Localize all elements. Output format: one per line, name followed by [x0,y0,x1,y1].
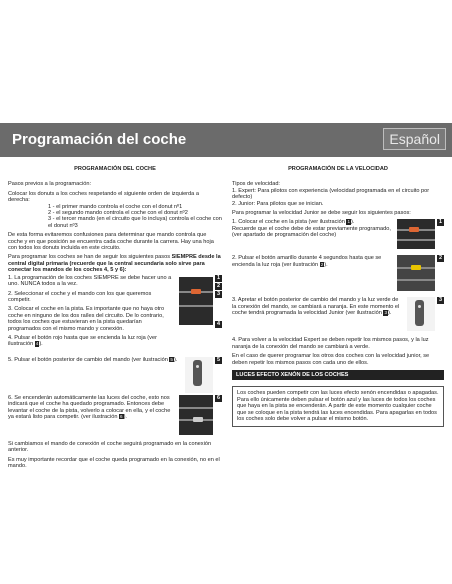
steps-intro [8,254,222,273]
outro-paragraph-1: Si cambiamos el mando de conexión el coche seguirá programado en la conexión anterior. [8,440,212,454]
step-6-block [8,395,222,435]
junior-intro: Para programar la velocidad Junior se debe seguir los siguientes pasos: [232,210,411,217]
junior-step-3: 3. Apretar el botón posterior de cambio del mando y la luz verde de la conexión del mando, se cambiará a naranja. En este momento el coche tendrá programada la velocidad Junior (ver ilustración 3). [232,297,400,317]
xenon-lights-heading: LUCES EFECTO XENÓN DE LOS COCHES [232,370,444,380]
speed-types-title: Tipos de velocidad: [232,181,280,188]
figure-number-6: 6 [216,394,221,401]
junior-step-3-ref: 3 [384,310,387,316]
donut-rule-1: 1 - el primer mando controla el coche con el donut nº1 [48,203,183,210]
junior-step-1-block [232,219,444,249]
step-6: 6. Se encenderán automáticamente las luces del coche, esto nos indicará que el coche ha quedado programado. Entonces debe levantar el coche de la pista, volverlo a colocar en ella, y el coche ya estará listo para competir. (ver ilustración 6). [8,394,171,420]
intro-paragraph-2: Colocar los donuts a los coches respetando el siguiente orden de izquierda a derecha: [8,190,199,204]
junior-step-1: 1. Colocar el coche en la pista (ver ilustración 1). [232,219,355,226]
steps-1-4-block [8,275,222,351]
junior-step-2-block [232,255,444,291]
step-6-ref: 6 [120,413,123,419]
car-programming-heading: PROGRAMACIÓN DEL COCHE [74,166,156,172]
track-photo-r1 [397,219,435,249]
figure-number-2: 2 [216,282,221,289]
junior-step-1-note: Recuerde que el coche debe de estar previamente programado, (ver apartado de programación del coche) [232,225,391,239]
donut-rule-2: 2 - el segundo mando controla el coche con el donut nº2 [48,210,188,217]
track-photo-6 [179,395,213,435]
step-5: 5. Pulsar el botón posterior de cambio del mando (ver ilustración 5). [8,356,178,363]
step-4-ref: 4 [35,341,39,347]
figure-number-3: 3 [216,290,221,297]
speed-type-1: 1. Expert: Para pilotos con experiencia (velocidad programada en el circuito por defecto) [232,187,430,201]
step-4: 4. Pulsar el botón rojo hasta que se encienda la luz roja (ver ilustración 4). [8,334,157,348]
xenon-lights-text: Los coches pueden competir con las luces efecto xenón encendidas o apagadas. Para ello únicamente deben pulsar el botón azul y las luces de todos los coches que haya en la pista se encenderán. A partir de este momento cualquier coche que se coloque en la pista tendrá las luces encendidas. Para apagarlas en todos los coches solo debe volver a pulsar el mismo botón. [237,390,439,423]
donut-rule-3: 3 - el tercer mando (en el circuito que lo incluya) controla el coche con el donut nº3 [48,216,222,229]
intro-paragraph-1: Pasos previos a la programación: [8,181,92,188]
controller-photo-r3 [407,297,435,331]
junior-step-2: 2. Pulsar el botón amarillo durante 4 segundos hasta que se encienda la luz roja (ver ilustración 2). [232,255,382,268]
step-3: 3. Colocar el coche en la pista. Es importante que no haya otro coche en ninguno de los dos raíles del circuito. De lo contrario, todos los coches que estuvieran en la pista quedarían programados con el mismo mando y conexión. [8,306,165,332]
step-2: 2. Seleccionar el coche y el mando con los que queremos competir. [8,290,152,303]
step-5-block [8,357,222,393]
controller-photo-5 [185,357,213,393]
right-figure-number-1: 1 [438,219,443,226]
steps-intro-bold: SIEMPRE desde la central digital primaria (recuerde que la central secundaria solo sirve para conectar los mandos de los coches 4, 5 y 6): [8,254,221,274]
title-banner [0,123,452,157]
steps-intro-regular: Para programar los coches se han de seguir los siguientes pasos [8,254,170,261]
step-1: 1. La programación de los coches SIEMPRE se debe hacer uno a uno. NUNCA todos a la vez. [8,274,172,288]
figure-number-4: 4 [216,320,221,327]
figure-number-5: 5 [216,356,221,363]
speed-programming-heading: PROGRAMACIÓN DE LA VELOCIDAD [288,166,388,172]
junior-note: En el caso de querer programar los otros dos coches con la velocidad junior, se deben repetir los mismos pasos con cada uno de ellos. [232,353,430,366]
left-column [8,166,222,472]
junior-step-2-ref: 2 [320,261,324,267]
language-label: Español [383,128,446,150]
outro-paragraph-2: Es muy importante recordar que el coche queda programado en la conexión, no en el mando. [8,456,220,469]
junior-step-4: 4. Para volver a la velocidad Expert se deben repetir los mismos pasos, y la luz naranja de la conexión del mando se cambiará a verde. [232,337,429,350]
junior-step-3-block [232,297,444,331]
speed-type-2: 2. Junior: Para pilotos que se inician. [232,200,324,207]
page-title: Programación del coche [12,131,187,148]
step-5-ref: 5 [170,356,173,362]
figure-number-1: 1 [216,274,221,281]
junior-step-1-ref: 1 [347,219,350,225]
right-figure-number-3: 3 [438,297,443,304]
right-figure-number-2: 2 [438,255,443,262]
right-column [232,166,444,427]
xenon-lights-box [232,386,444,426]
track-photo-r2 [397,255,435,291]
track-photo-1 [179,277,213,325]
intro-paragraph-3: De esta forma evitaremos confusiones para determinar que mando controla que coche y en que posición se encuentra cada coche durante la carrera. Hay una hoja con todos los donuts incluida en este circuito. [8,232,214,252]
